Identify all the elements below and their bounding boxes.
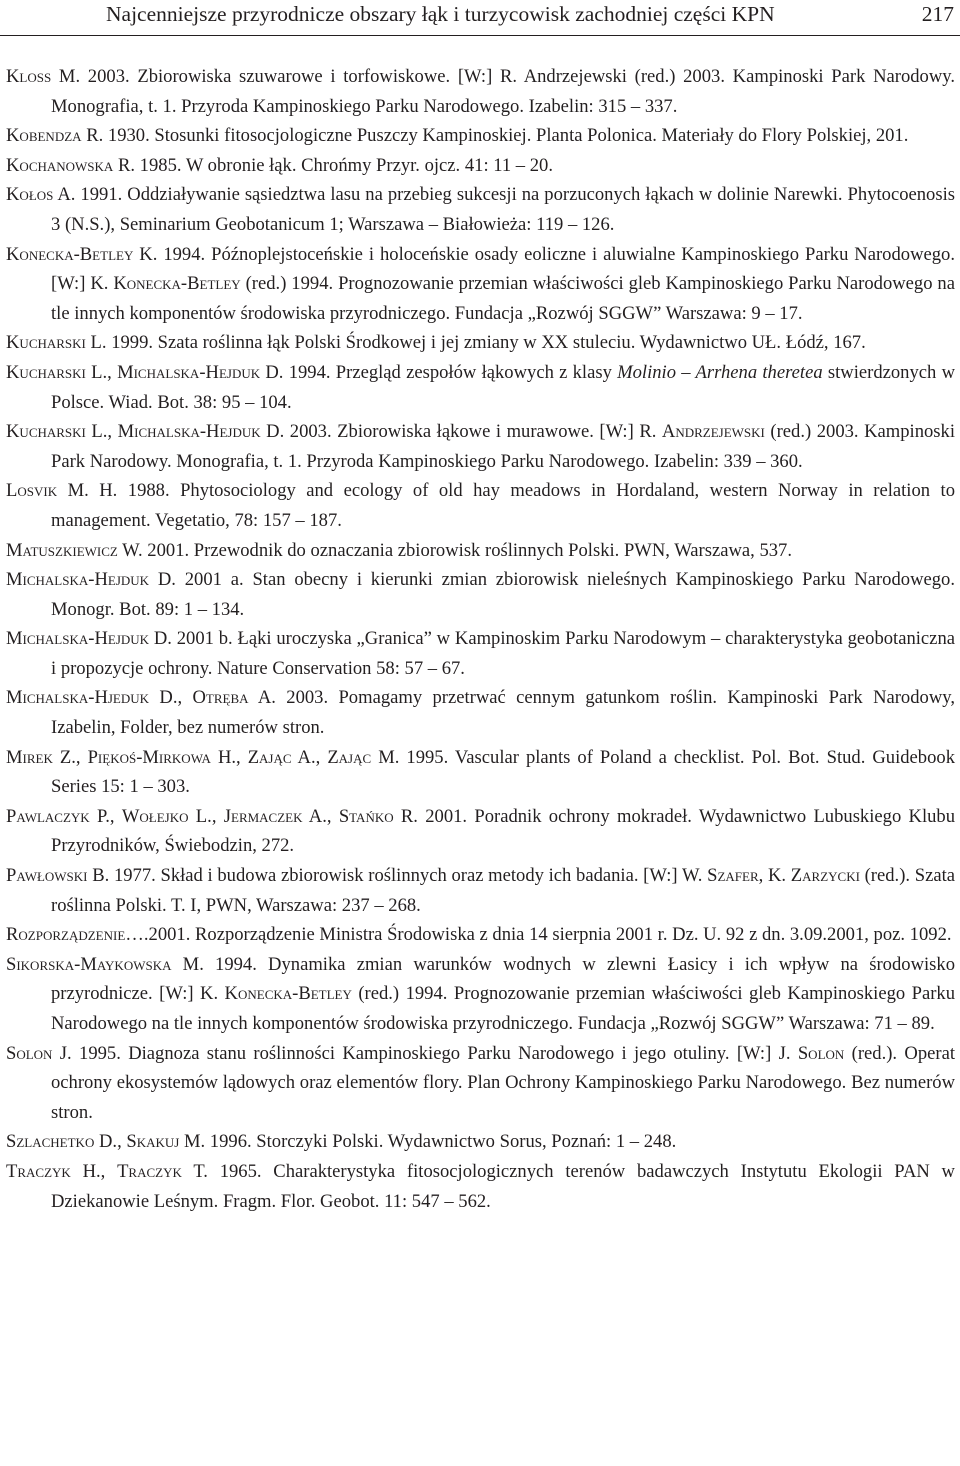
reference-text: M. 1996. Storczyki Polski. Wydawnictwo Sorus, Poznań: 1 – 248. (179, 1131, 677, 1153)
author-name: Michalska-Hjeduk (6, 687, 150, 709)
author-name: Michalska-Hejduk (6, 569, 150, 591)
reference-entry (6, 180, 955, 239)
reference-text: L., (85, 361, 118, 383)
reference-entry (6, 151, 955, 181)
author-name: Kołos (6, 184, 54, 206)
reference-entry (6, 683, 955, 742)
reference-entry (6, 1127, 955, 1157)
author-name: Konecka-Betley (6, 243, 134, 265)
reference-text: T. 1965. Charakterystyka fitosocjologicznych terenów badawczych Instytutu Ekologii PAN w Dziekanowie Leśnym. Fragm. Flor. Geobot. 11: 547 – 562. (51, 1160, 955, 1212)
reference-text: , K. (758, 865, 791, 887)
reference-text: D. 2001 a. Stan obecny i kierunki zmian zbiorowisk nieleśnych Kampinoskiego Parku Narodowego. Monogr. Bot. 89: 1 – 134. (51, 569, 955, 620)
reference-text: W. 2001. Przewodnik do oznaczania zbiorowisk roślinnych Polski. PWN, Warszawa, 537. (117, 539, 792, 561)
reference-text: D. 1994. Przegląd zespołów łąkowych z klasy (260, 361, 618, 383)
reference-text: D. 2003. Zbiorowiska łąkowe i murawowe. [W:] R. (260, 421, 662, 443)
reference-text: Z., (52, 746, 88, 768)
reference-entry (6, 62, 955, 121)
reference-text: A., (291, 746, 328, 768)
reference-text: R. 2001. Poradnik ochrony mokradeł. Wydawnictwo Lubuskiego Klubu Przyrodników, Świebodzin, 272. (51, 805, 956, 857)
reference-text: stwierdzonych w Polsce. Wiad. Bot. 38: 95 – 104. (51, 361, 955, 413)
reference-entry (6, 565, 955, 624)
page-header (0, 0, 960, 38)
author-name: Matuszkiewicz (6, 539, 118, 561)
reference-text: M. 1994. Dynamika zmian warunków wodnych w zlewni Łasicy i ich wpływ na środowisko przyrodnicze. [W:] K. (51, 953, 955, 1005)
author-name: Kochanowska (6, 154, 114, 176)
reference-text: R. 1985. W obronie łąk. Chrońmy Przyr. ojcz. 41: 11 – 20. (113, 154, 553, 176)
reference-text: (red.) 2003. Kampinoski Park Narodowy. Monografia, t. 1. Przyroda Kampinoskiego Parku Narodowego. Izabelin: 339 – 360. (51, 421, 955, 472)
author-name: Kucharski (6, 361, 86, 383)
reference-list (6, 62, 955, 1216)
reference-entry (6, 743, 955, 802)
author-name: Losvik (6, 480, 58, 502)
reference-entry (6, 476, 955, 535)
reference-entry (6, 802, 955, 861)
reference-text: R. 1930. Stosunki fitosocjologiczne Puszczy Kampinoskiej. Planta Polonica. Materiały do Flory Polskiej, 201. (81, 125, 909, 147)
author-name: Kucharski (6, 421, 86, 443)
reference-text: D., (94, 1131, 127, 1153)
reference-text: A. 2003. Pomagamy przetrwać cennym gatunkom roślin. Kampinoski Park Narodowy, Izabelin, Folder, bez numerów stron. (51, 687, 955, 739)
reference-entry (6, 920, 955, 950)
editor-name: Zarzycki (790, 865, 860, 887)
reference-entry (6, 536, 955, 566)
taxon-name: Molinio – Arrhena theretea (617, 361, 823, 383)
reference-text: ….2001. Rozporządzenie Ministra Środowiska z dnia 14 sierpnia 2001 r. Dz. U. 92 z dn. 3.09.2001, poz. 1092. (125, 924, 952, 946)
author-name: Michalska-Hejduk (6, 628, 150, 650)
reference-text: L. 1999. Szata roślinna łąk Polski Środkowej i jej zmiany w XX stuleciu. Wydawnictwo UŁ. Łódź, 167. (85, 332, 866, 354)
author-name: Jermaczek (223, 805, 303, 827)
author-name: Mirek (6, 746, 53, 768)
reference-text: M. 2003. Zbiorowiska szuwarowe i torfowiskowe. [W:] R. Andrzejewski (red.) 2003. Kampinoski Park Narodowy. Monografia, t. 1. Przyroda Kampinoskiego Parku Narodowego. Izabelin: 315 – 337. (51, 66, 955, 117)
reference-text: A., (302, 805, 339, 827)
author-name: Sikorska-Maykowska (6, 953, 172, 975)
reference-text: (red.) 1994. Prognozowanie przemian właściwości gleb Kampinoskiego Parku Narodowego na tle innych komponentów środowiska przyrodniczego. Fundacja „Rozwój SGGW” Warszawa: 9 – 17. (51, 273, 955, 324)
reference-text: L., (188, 805, 224, 827)
reference-entry (6, 1039, 955, 1128)
author-name: Otręba (192, 687, 249, 709)
author-name: Traczyk (117, 1160, 182, 1182)
reference-text: H., (210, 746, 248, 768)
author-name: Pawlaczyk (6, 805, 90, 827)
author-name: Piękoś-Mirkowa (87, 746, 211, 768)
editor-name: Solon (797, 1042, 845, 1064)
header-rule (0, 35, 960, 36)
reference-entry (6, 328, 955, 358)
reference-text: J. 1995. Diagnoza stanu roślinności Kampinoskiego Parku Narodowego i jego otuliny. [W:] J. (52, 1042, 798, 1064)
running-head: Najcenniejsze przyrodnicze obszary łąk i turzycowisk zachodniej części KPN (106, 2, 775, 26)
editor-name: Szafer (707, 865, 759, 887)
author-name: Kobendza (6, 125, 82, 147)
reference-entry (6, 417, 955, 476)
reference-entry (6, 1157, 955, 1216)
reference-text: M. 1995. Vascular plants of Poland a checklist. Pol. Bot. Stud. Guidebook Series 15: 1 – 303. (51, 746, 955, 798)
editor-name: Konecka-Betley (224, 983, 352, 1005)
page-number: 217 (921, 2, 954, 26)
author-name: Zając (327, 746, 372, 768)
reference-text: L., (85, 421, 118, 443)
author-name: Szlachetko (6, 1131, 95, 1153)
reference-text: D. 2001 b. Łąki uroczyska „Granica” w Kampinoskim Parku Narodowym – charakterystyka geobotaniczna i propozycje ochrony. Nature Conservation 58: 57 – 67. (51, 628, 955, 679)
reference-text: (red.) 1994. Prognozowanie przemian właściwości gleb Kampinoskiego Parku Narodowego na tle innych komponentów środowiska przyrodniczego. Fundacja „Rozwój SGGW” Warszawa: 71 – 89. (51, 983, 955, 1034)
author-name: Rozporządzenie (6, 924, 126, 946)
editor-name: Konecka-Betley (113, 273, 241, 295)
author-name: Zając (247, 746, 292, 768)
author-name: Michalska-Hejduk (117, 421, 261, 443)
reference-entry (6, 950, 955, 1039)
author-name: Skakuj (126, 1131, 180, 1153)
reference-entry (6, 358, 955, 417)
reference-entry (6, 240, 955, 329)
author-name: Wołejko (121, 805, 189, 827)
editor-name: Andrzejewski (661, 421, 765, 443)
author-name: Kloss (6, 66, 52, 87)
author-name: Traczyk (6, 1160, 71, 1182)
author-name: Pawłowski (6, 865, 88, 887)
author-name: Solon (6, 1042, 53, 1064)
reference-text: M. H. 1988. Phytosociology and ecology of old hay meadows in Hordaland, western Norway in relation to management. Vegetatio, 78: 157 – 187. (51, 480, 955, 531)
reference-entry (6, 624, 955, 683)
reference-text: H., (70, 1160, 118, 1182)
author-name: Kucharski (6, 332, 86, 354)
author-name: Stańko (338, 805, 394, 827)
reference-text: P., (89, 805, 122, 827)
reference-text: D., (149, 687, 193, 709)
reference-entry (6, 861, 955, 920)
author-name: Michalska-Hejduk (117, 361, 261, 383)
reference-text: (red.). Szata roślinna Polski. T. I, PWN, Warszawa: 237 – 268. (51, 865, 955, 916)
reference-text: (red.). Operat ochrony ekosystemów lądowych oraz elementów flory. Plan Ochrony Kampinoskiego Parku Narodowego. Bez numerów stron. (51, 1042, 955, 1123)
reference-text: B. 1977. Skład i budowa zbiorowisk roślinnych oraz metody ich badania. [W:] W. (87, 865, 708, 887)
reference-text: A. 1991. Oddziaływanie sąsiedztwa lasu na przebieg sukcesji na porzuconych łąkach w dolinie Narewki. Phytocoenosis 3 (N.S.), Seminarium Geobotanicum 1; Warszawa – Białowieża: 119 – 126. (51, 184, 955, 235)
reference-text: K. 1994. Późnoplejstoceńskie i holoceńskie osady eoliczne i aluwialne Kampinoskiego Parku Narodowego. [W:] K. (51, 243, 955, 295)
reference-entry (6, 121, 955, 151)
